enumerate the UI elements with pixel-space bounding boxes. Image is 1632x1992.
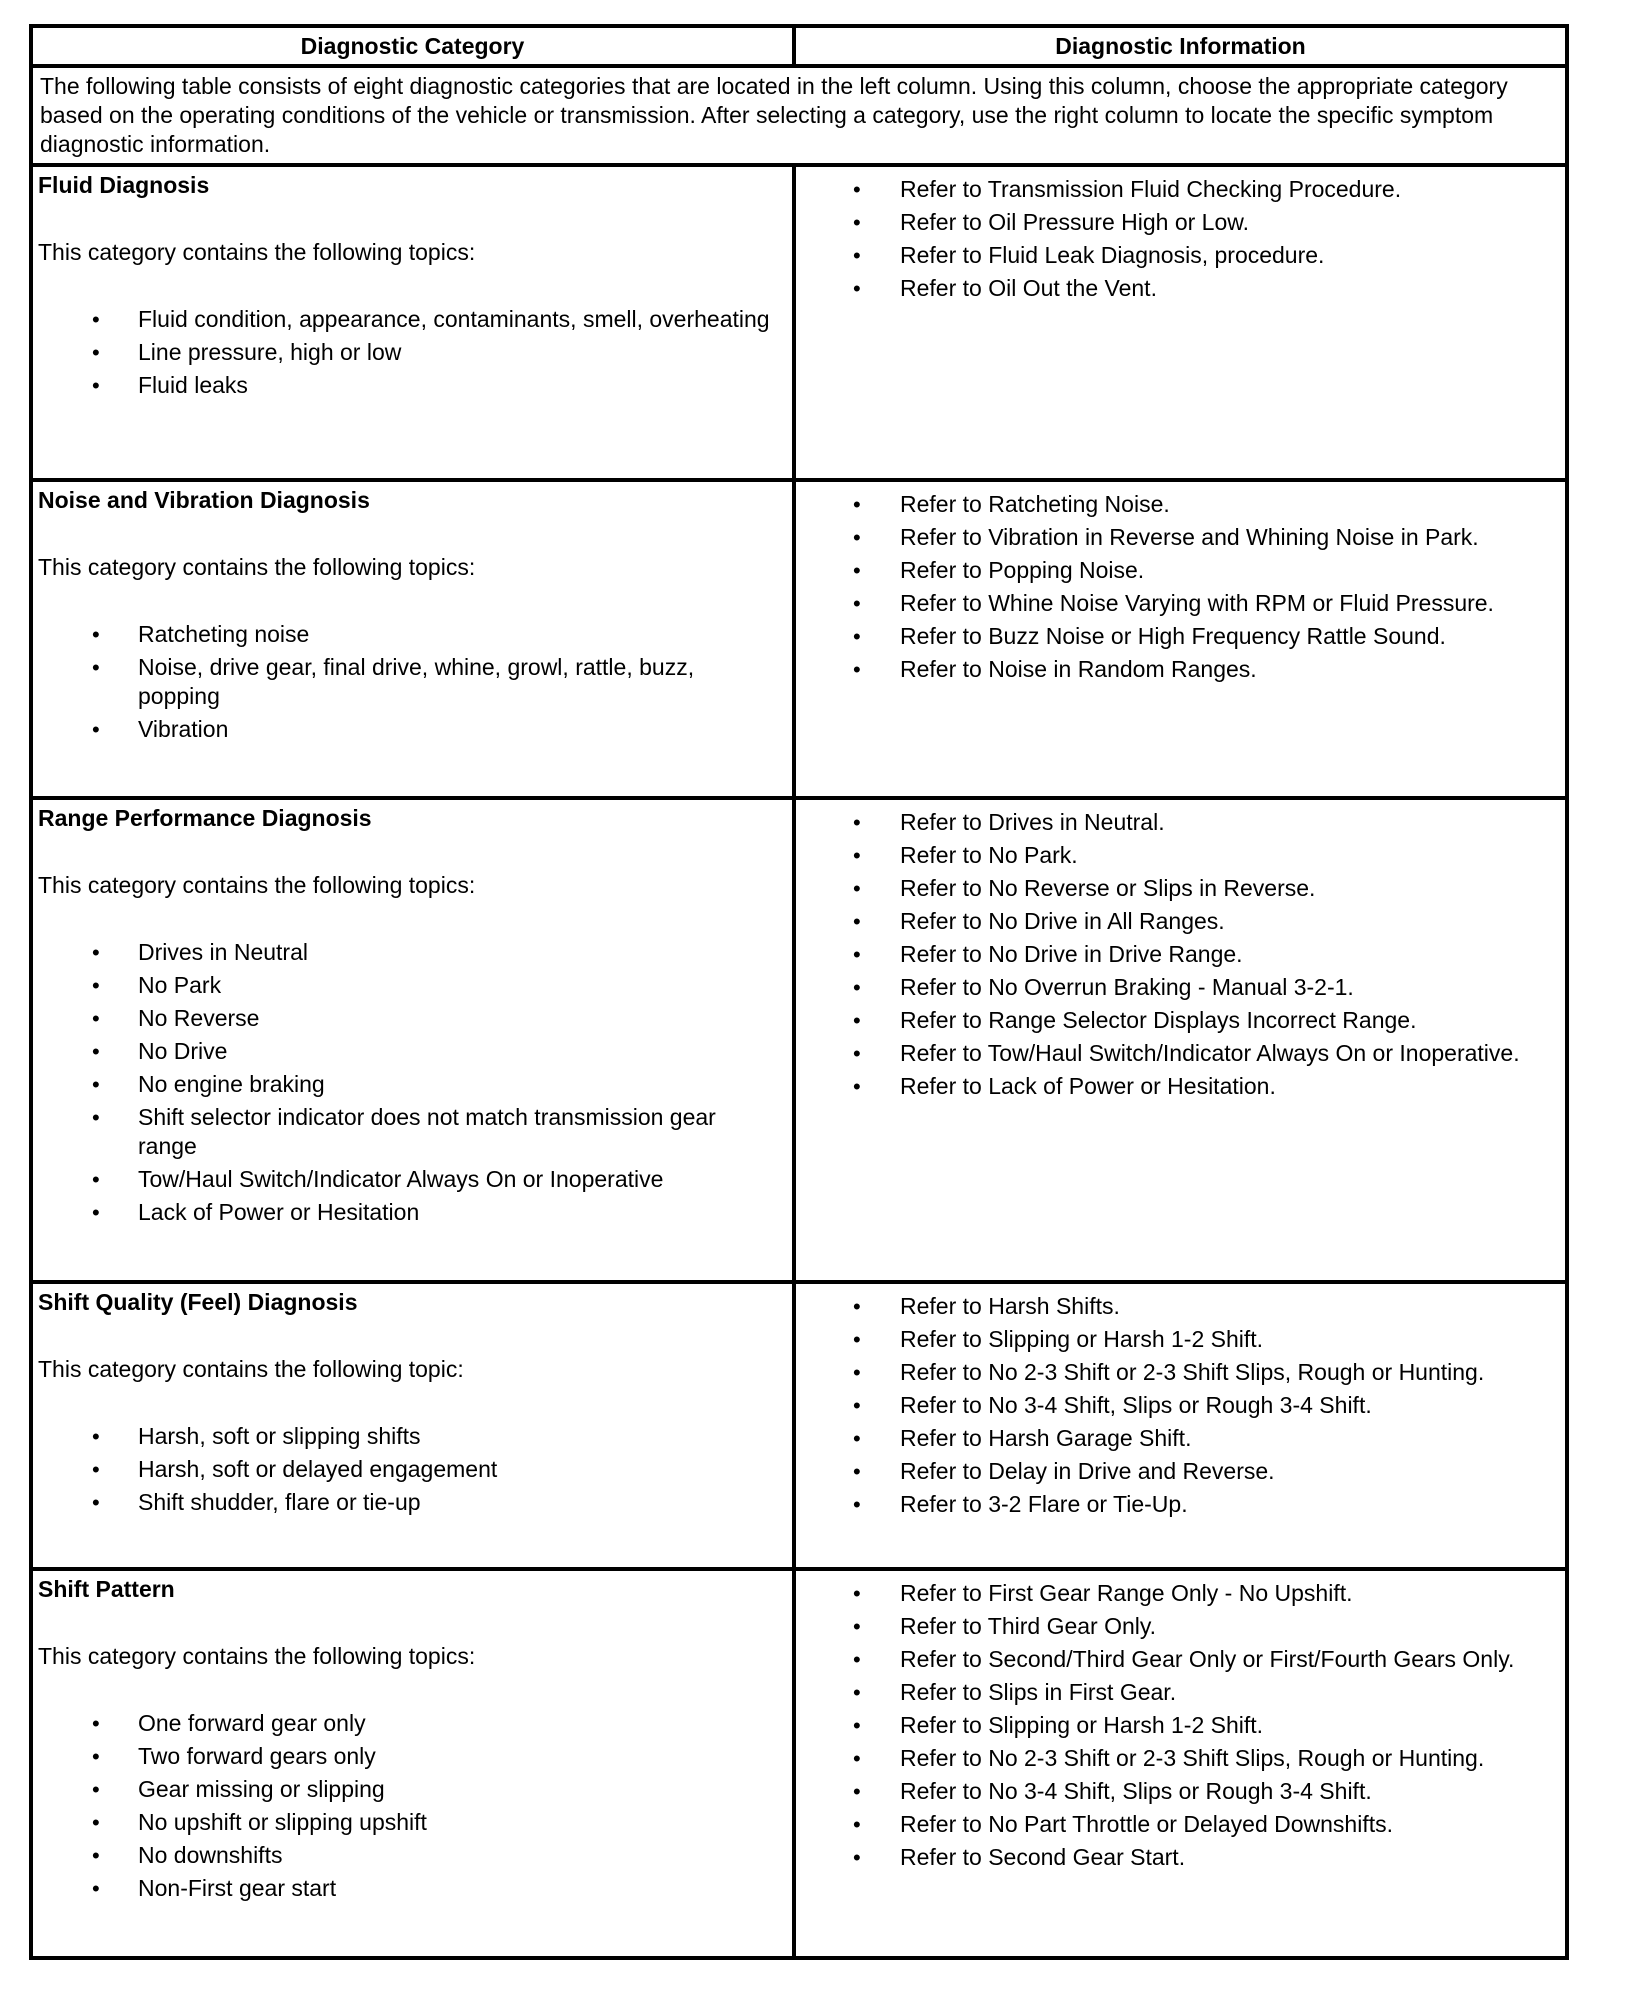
topic-text: Tow/Haul Switch/Indicator Always On or Inoperative <box>138 1166 664 1192</box>
category-cell <box>31 480 794 798</box>
reference-item <box>796 556 1559 585</box>
topic-list <box>38 305 786 400</box>
reference-cell <box>794 1282 1567 1569</box>
reference-text: Refer to Second/Third Gear Only or First/Fourth Gears Only. <box>900 1646 1515 1672</box>
bullet-icon: • <box>92 1200 100 1225</box>
reference-text: Refer to Harsh Shifts. <box>900 1293 1120 1319</box>
topic-text: Shift selector indicator does not match transmission gear range <box>138 1104 716 1159</box>
reference-item <box>796 523 1559 552</box>
bullet-icon: • <box>853 1360 861 1385</box>
reference-item <box>796 1678 1559 1707</box>
bullet-icon: • <box>853 1647 861 1672</box>
reference-item <box>796 589 1559 618</box>
reference-text: Refer to Ratcheting Noise. <box>900 491 1170 517</box>
table-row <box>31 798 1567 1282</box>
bullet-icon: • <box>853 1008 861 1033</box>
reference-text: Refer to Range Selector Displays Incorrect Range. <box>900 1007 1417 1033</box>
category-title: Shift Quality (Feel) Diagnosis <box>38 1289 358 1315</box>
reference-item <box>796 1810 1559 1839</box>
bullet-icon: • <box>853 276 861 301</box>
bullet-icon: • <box>853 210 861 235</box>
reference-cell <box>794 798 1567 1282</box>
topic-text: Drives in Neutral <box>138 939 308 965</box>
table-row <box>31 480 1567 798</box>
category-cell <box>31 798 794 1282</box>
topic-text: Shift shudder, flare or tie-up <box>138 1489 421 1515</box>
bullet-icon: • <box>853 177 861 202</box>
bullet-icon: • <box>853 1041 861 1066</box>
reference-item <box>796 1457 1559 1486</box>
bullet-icon: • <box>853 1713 861 1738</box>
reference-text: Refer to Popping Noise. <box>900 557 1145 583</box>
bullet-icon: • <box>92 1843 100 1868</box>
bullet-icon: • <box>92 655 100 680</box>
topic-item <box>38 1488 786 1517</box>
bullet-icon: • <box>853 591 861 616</box>
bullet-icon: • <box>853 1294 861 1319</box>
reference-list <box>796 1292 1559 1519</box>
bullet-icon: • <box>92 373 100 398</box>
reference-text: Refer to First Gear Range Only - No Upshift. <box>900 1580 1353 1606</box>
topic-list <box>38 1422 786 1517</box>
reference-text: Refer to Slipping or Harsh 1-2 Shift. <box>900 1712 1264 1738</box>
topic-text: Fluid leaks <box>138 372 248 398</box>
reference-list <box>796 490 1559 684</box>
category-cell <box>31 165 794 480</box>
bullet-icon: • <box>92 1777 100 1802</box>
bullet-icon: • <box>92 1072 100 1097</box>
bullet-icon: • <box>853 525 861 550</box>
topic-list <box>38 1709 786 1903</box>
topic-item <box>38 1070 786 1099</box>
reference-item <box>796 1292 1559 1321</box>
topic-list <box>38 620 786 744</box>
topic-item <box>38 1103 786 1161</box>
reference-cell <box>794 165 1567 480</box>
bullet-icon: • <box>853 1614 861 1639</box>
bullet-icon: • <box>853 1845 861 1870</box>
topic-text: Vibration <box>138 716 229 742</box>
topic-text: Lack of Power or Hesitation <box>138 1199 420 1225</box>
reference-item <box>796 1490 1559 1519</box>
reference-list <box>796 175 1559 303</box>
topic-item <box>38 371 786 400</box>
topic-text: Harsh, soft or delayed engagement <box>138 1456 498 1482</box>
reference-item <box>796 1325 1559 1354</box>
category-description: This category contains the following topics: <box>38 872 476 898</box>
bullet-icon: • <box>92 340 100 365</box>
reference-text: Refer to Harsh Garage Shift. <box>900 1425 1192 1451</box>
bullet-icon: • <box>92 1006 100 1031</box>
bullet-icon: • <box>853 1680 861 1705</box>
reference-text: Refer to Oil Pressure High or Low. <box>900 209 1249 235</box>
reference-text: Refer to No Overrun Braking - Manual 3-2-1. <box>900 974 1354 1000</box>
reference-text: Refer to No Drive in All Ranges. <box>900 908 1225 934</box>
reference-item <box>796 874 1559 903</box>
reference-item <box>796 1579 1559 1608</box>
bullet-icon: • <box>92 1039 100 1064</box>
topic-text: Noise, drive gear, final drive, whine, growl, rattle, buzz, popping <box>138 654 695 709</box>
reference-cell <box>794 1569 1567 1958</box>
reference-item <box>796 274 1559 303</box>
column-header-category: Diagnostic Category <box>31 26 794 66</box>
reference-list <box>796 1579 1559 1872</box>
topic-text: No Park <box>138 972 222 998</box>
topic-item <box>38 1004 786 1033</box>
bullet-icon: • <box>92 1744 100 1769</box>
reference-cell <box>794 480 1567 798</box>
reference-text: Refer to Slipping or Harsh 1-2 Shift. <box>900 1326 1264 1352</box>
bullet-icon: • <box>853 1074 861 1099</box>
table-row <box>31 1569 1567 1958</box>
category-title: Noise and Vibration Diagnosis <box>38 487 370 513</box>
topic-item <box>38 1874 786 1903</box>
reference-item <box>796 1391 1559 1420</box>
topic-item <box>38 653 786 711</box>
reference-item <box>796 1358 1559 1387</box>
reference-text: Refer to Slips in First Gear. <box>900 1679 1177 1705</box>
bullet-icon: • <box>853 492 861 517</box>
bullet-icon: • <box>92 1105 100 1130</box>
reference-item <box>796 1039 1559 1068</box>
reference-item <box>796 973 1559 1002</box>
reference-item <box>796 490 1559 519</box>
topic-item <box>38 1198 786 1227</box>
reference-text: Refer to Tow/Haul Switch/Indicator Always On or Inoperative. <box>900 1040 1520 1066</box>
reference-text: Refer to Lack of Power or Hesitation. <box>900 1073 1276 1099</box>
topic-item <box>38 1165 786 1194</box>
topic-item <box>38 1742 786 1771</box>
bullet-icon: • <box>853 810 861 835</box>
reference-text: Refer to No 2-3 Shift or 2-3 Shift Slips, Rough or Hunting. <box>900 1745 1485 1771</box>
bullet-icon: • <box>853 1492 861 1517</box>
topic-item <box>38 305 786 334</box>
bullet-icon: • <box>92 1490 100 1515</box>
topic-text: Gear missing or slipping <box>138 1776 385 1802</box>
bullet-icon: • <box>92 1424 100 1449</box>
topic-item <box>38 1841 786 1870</box>
bullet-icon: • <box>853 1779 861 1804</box>
reference-text: Refer to Whine Noise Varying with RPM or Fluid Pressure. <box>900 590 1494 616</box>
category-description: This category contains the following topics: <box>38 1643 476 1669</box>
reference-text: Refer to Oil Out the Vent. <box>900 275 1157 301</box>
bullet-icon: • <box>92 1810 100 1835</box>
reference-item <box>796 1777 1559 1806</box>
topic-text: No Reverse <box>138 1005 260 1031</box>
reference-list <box>796 808 1559 1101</box>
topic-item <box>38 715 786 744</box>
reference-text: Refer to Fluid Leak Diagnosis, procedure. <box>900 242 1325 268</box>
topic-item <box>38 620 786 649</box>
bullet-icon: • <box>853 975 861 1000</box>
topic-text: No Drive <box>138 1038 228 1064</box>
reference-item <box>796 241 1559 270</box>
reference-item <box>796 907 1559 936</box>
reference-item <box>796 1006 1559 1035</box>
reference-item <box>796 208 1559 237</box>
topic-text: No engine braking <box>138 1071 325 1097</box>
table-row <box>31 165 1567 480</box>
topic-text: Two forward gears only <box>138 1743 376 1769</box>
reference-text: Refer to Second Gear Start. <box>900 1844 1186 1870</box>
bullet-icon: • <box>92 1876 100 1901</box>
reference-text: Refer to Transmission Fluid Checking Procedure. <box>900 176 1402 202</box>
bullet-icon: • <box>92 1457 100 1482</box>
bullet-icon: • <box>853 1459 861 1484</box>
reference-item <box>796 841 1559 870</box>
bullet-icon: • <box>853 942 861 967</box>
bullet-icon: • <box>853 558 861 583</box>
reference-text: Refer to Drives in Neutral. <box>900 809 1165 835</box>
topic-text: Non-First gear start <box>138 1875 337 1901</box>
reference-text: Refer to Noise in Random Ranges. <box>900 656 1257 682</box>
bullet-icon: • <box>853 1746 861 1771</box>
category-description: This category contains the following topic: <box>38 1356 464 1382</box>
bullet-icon: • <box>92 940 100 965</box>
topic-text: One forward gear only <box>138 1710 366 1736</box>
reference-item <box>796 940 1559 969</box>
bullet-icon: • <box>853 657 861 682</box>
topic-text: Fluid condition, appearance, contaminants, smell, overheating <box>138 306 770 332</box>
bullet-icon: • <box>92 622 100 647</box>
topic-item <box>38 1775 786 1804</box>
category-title: Range Performance Diagnosis <box>38 805 372 831</box>
reference-text: Refer to Third Gear Only. <box>900 1613 1157 1639</box>
topic-item <box>38 1455 786 1484</box>
bullet-icon: • <box>853 1812 861 1837</box>
category-title: Shift Pattern <box>38 1576 175 1602</box>
bullet-icon: • <box>92 1711 100 1736</box>
category-cell <box>31 1569 794 1958</box>
reference-item <box>796 1612 1559 1641</box>
reference-text: Refer to No 3-4 Shift, Slips or Rough 3-4 Shift. <box>900 1392 1372 1418</box>
reference-text: Refer to No 2-3 Shift or 2-3 Shift Slips, Rough or Hunting. <box>900 1359 1485 1385</box>
reference-item <box>796 1645 1559 1674</box>
topic-item <box>38 1422 786 1451</box>
topic-item <box>38 1037 786 1066</box>
bullet-icon: • <box>92 1167 100 1192</box>
intro-text: The following table consists of eight diagnostic categories that are located in the left column. Using this column, choose the appropriate category based on the operating conditions of the vehicle or transmission. After selecting a category, use the right column to locate the specific symptom diagnostic information. <box>31 66 1567 165</box>
bullet-icon: • <box>853 1581 861 1606</box>
bullet-icon: • <box>853 624 861 649</box>
reference-item <box>796 1843 1559 1872</box>
topic-item <box>38 338 786 367</box>
reference-item <box>796 808 1559 837</box>
bullet-icon: • <box>853 843 861 868</box>
bullet-icon: • <box>853 909 861 934</box>
topic-text: No downshifts <box>138 1842 283 1868</box>
reference-text: Refer to No Part Throttle or Delayed Downshifts. <box>900 1811 1394 1837</box>
category-description: This category contains the following topics: <box>38 239 476 265</box>
topic-item <box>38 938 786 967</box>
reference-text: Refer to 3-2 Flare or Tie-Up. <box>900 1491 1188 1517</box>
bullet-icon: • <box>853 243 861 268</box>
bullet-icon: • <box>853 1393 861 1418</box>
reference-item <box>796 1072 1559 1101</box>
topic-item <box>38 971 786 1000</box>
category-description: This category contains the following topics: <box>38 554 476 580</box>
bullet-icon: • <box>853 1327 861 1352</box>
table-row <box>31 1282 1567 1569</box>
category-title: Fluid Diagnosis <box>38 172 210 198</box>
bullet-icon: • <box>92 717 100 742</box>
topic-item <box>38 1808 786 1837</box>
bullet-icon: • <box>853 876 861 901</box>
reference-item <box>796 1424 1559 1453</box>
reference-item <box>796 1711 1559 1740</box>
topic-text: Line pressure, high or low <box>138 339 402 365</box>
bullet-icon: • <box>92 973 100 998</box>
topic-item <box>38 1709 786 1738</box>
topic-text: Harsh, soft or slipping shifts <box>138 1423 421 1449</box>
bullet-icon: • <box>92 307 100 332</box>
topic-list <box>38 938 786 1227</box>
reference-text: Refer to Vibration in Reverse and Whining Noise in Park. <box>900 524 1479 550</box>
diagnostic-table <box>29 24 1569 1960</box>
reference-item <box>796 1744 1559 1773</box>
reference-item <box>796 655 1559 684</box>
reference-text: Refer to No Park. <box>900 842 1078 868</box>
reference-text: Refer to Delay in Drive and Reverse. <box>900 1458 1275 1484</box>
topic-text: No upshift or slipping upshift <box>138 1809 427 1835</box>
reference-item <box>796 622 1559 651</box>
reference-item <box>796 175 1559 204</box>
bullet-icon: • <box>853 1426 861 1451</box>
reference-text: Refer to Buzz Noise or High Frequency Rattle Sound. <box>900 623 1446 649</box>
reference-text: Refer to No 3-4 Shift, Slips or Rough 3-4 Shift. <box>900 1778 1372 1804</box>
reference-text: Refer to No Reverse or Slips in Reverse. <box>900 875 1316 901</box>
intro-row <box>31 66 1567 165</box>
topic-text: Ratcheting noise <box>138 621 310 647</box>
category-cell <box>31 1282 794 1569</box>
header-row <box>31 26 1567 66</box>
reference-text: Refer to No Drive in Drive Range. <box>900 941 1243 967</box>
column-header-information: Diagnostic Information <box>794 26 1567 66</box>
